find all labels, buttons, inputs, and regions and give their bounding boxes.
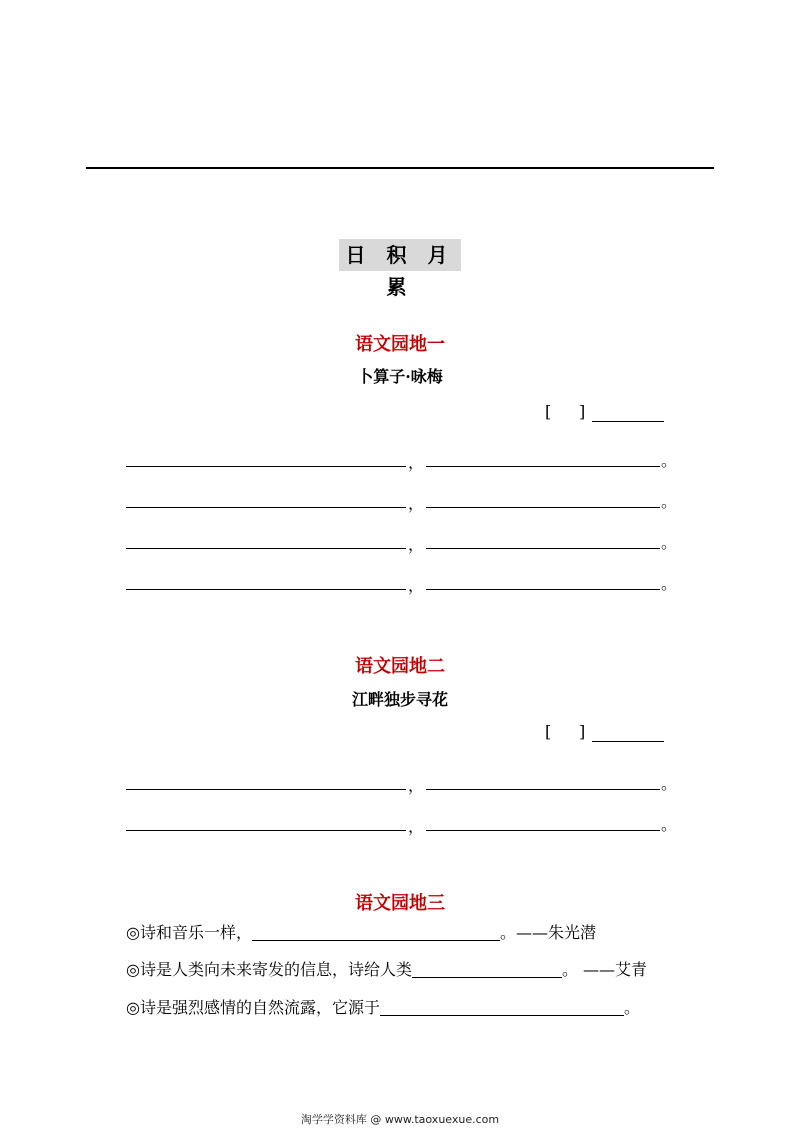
poem-line-row [0, 812, 800, 836]
comma: ， [408, 453, 425, 472]
period: 。 [661, 492, 678, 511]
author-blank[interactable] [592, 741, 664, 742]
comma: ， [408, 535, 425, 554]
blank-first-half[interactable] [126, 789, 406, 790]
quote-prefix: ◎诗和音乐一样， [126, 923, 252, 942]
comma: ， [408, 576, 425, 595]
section-heading-2: 语文园地二 [355, 656, 445, 677]
blank-first-half[interactable] [126, 507, 406, 508]
section-heading-3: 语文园地三 [355, 893, 445, 914]
period: 。 [661, 533, 678, 552]
quote-prefix: ◎诗是人类向未来寄发的信息，诗给人类 [126, 960, 412, 979]
bracket-open: [ [545, 402, 552, 421]
quote-item-1 [126, 921, 596, 945]
bracket-open: [ [545, 722, 552, 741]
poem-line-row [0, 771, 800, 795]
quote-blank[interactable] [252, 921, 500, 941]
bracket-close: ] [579, 402, 586, 421]
period: 。 [661, 574, 678, 593]
blank-first-half[interactable] [126, 589, 406, 590]
blank-second-half[interactable] [426, 507, 660, 508]
period: 。 [661, 815, 678, 834]
quote-prefix: ◎诗是强烈感情的自然流露，它源于 [126, 998, 380, 1017]
period: 。 [661, 774, 678, 793]
blank-second-half[interactable] [426, 589, 660, 590]
author-blank[interactable] [592, 421, 664, 422]
comma: ， [408, 776, 425, 795]
quote-suffix: 。 ——艾青 [561, 960, 648, 979]
page-title: 日 积 月 累 [339, 239, 461, 271]
blank-second-half[interactable] [426, 548, 660, 549]
comma: ， [408, 817, 425, 836]
poem-line-row [0, 448, 800, 472]
header-rule [86, 167, 714, 169]
quote-blank[interactable] [380, 996, 624, 1016]
poem-line-row [0, 571, 800, 595]
bracket-close: ] [579, 722, 586, 741]
blank-first-half[interactable] [126, 548, 406, 549]
poem-line-row [0, 489, 800, 513]
poem-title-2: 江畔独步寻花 [351, 690, 448, 709]
poem-line-row [0, 530, 800, 554]
section-heading-1: 语文园地一 [355, 334, 445, 355]
quote-blank[interactable] [412, 958, 562, 978]
footer-watermark: 淘学学资料库 @ www.taoxuexue.com [300, 1113, 500, 1126]
blank-first-half[interactable] [126, 830, 406, 831]
quote-suffix: 。——朱光潜 [499, 923, 596, 942]
quote-item-3 [126, 996, 640, 1020]
blank-first-half[interactable] [126, 466, 406, 467]
quote-suffix: 。 [623, 998, 640, 1017]
blank-second-half[interactable] [426, 466, 660, 467]
blank-second-half[interactable] [426, 830, 660, 831]
poem-title-1: 卜算子·咏梅 [357, 367, 443, 386]
author-row-2 [545, 722, 670, 744]
quote-item-2 [126, 958, 647, 982]
comma: ， [408, 494, 425, 513]
blank-second-half[interactable] [426, 789, 660, 790]
author-row-1 [545, 402, 670, 424]
period: 。 [661, 451, 678, 470]
